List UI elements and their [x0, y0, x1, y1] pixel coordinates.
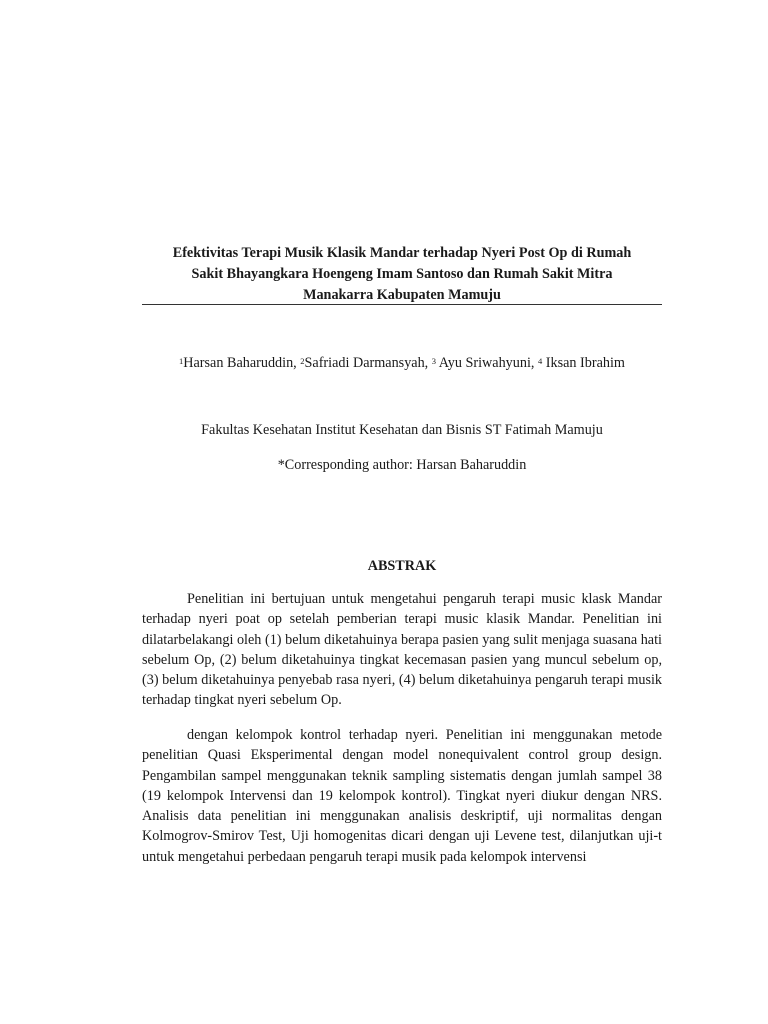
title-line-3: Manakarra Kabupaten Mamuju: [303, 287, 501, 303]
author-4-name: Iksan Ibrahim: [542, 355, 625, 371]
author-1-name: Harsan Baharuddin,: [183, 355, 301, 371]
author-3-superscript: 3: [431, 356, 437, 366]
author-1-superscript: 1: [179, 356, 184, 366]
author-2-name: Safriadi Darmansyah,: [304, 355, 432, 371]
title-line-2: Sakit Bhayangkara Hoengeng Imam Santoso dan Rumah Sakit Mitra: [191, 266, 613, 282]
paper-title: [142, 243, 662, 306]
affiliation: Fakultas Kesehatan Institut Kesehatan dan Bisnis ST Fatimah Mamuju: [201, 422, 603, 438]
author-2-superscript: 2: [300, 356, 305, 366]
author-4-superscript: 4: [537, 356, 543, 366]
title-underline-rule: [142, 304, 662, 305]
author-3-name: Ayu Sriwahyuni,: [436, 355, 538, 371]
corresponding-author: *Corresponding author: Harsan Baharuddin: [277, 457, 527, 473]
author-list: [142, 354, 662, 372]
abstract-heading: ABSTRAK: [367, 558, 437, 574]
abstract-paragraph-2: dengan kelompok kontrol terhadap nyeri. Penelitian ini menggunakan metode penelitian Quasi Eksperimental dengan model nonequivalent control group design. Pengambilan sampel menggunakan teknik sampling sistematis dengan jumlah sampel 38 (19 kelompok Intervensi dan 19 kelompok kontrol). Tingkat nyeri diukur dengan NRS. Analisis data penelitian ini menggunakan analisis deskriptif, uji normalitas dengan Kolmogrov-Smirov Test, Uji homogenitas dicari dengan uji Levene test, dilanjutkan uji-t untuk mengetahui perbedaan pengaruh terapi musik pada kelompok intervensi: [142, 727, 662, 865]
title-line-1: Efektivitas Terapi Musik Klasik Mandar terhadap Nyeri Post Op di Rumah: [172, 245, 632, 261]
abstract-paragraph-1: Penelitian ini bertujuan untuk mengetahui pengaruh terapi music klask Mandar terhadap nyeri poat op setelah pemberian terapi music klasik Mandar. Penelitian ini dilatarbelakangi oleh (1) belum diketahuinya berapa pasien yang sulit menjaga suasana hati sebelum Op, (2) belum diketahuinya tingkat kecemasan pasien yang muncul sebelum op, (3) belum diketahuinya penyebab rasa nyeri, (4) belum diketahuinya pengaruh terapi musik terhadap tingkat nyeri sebelum Op.: [142, 591, 662, 709]
